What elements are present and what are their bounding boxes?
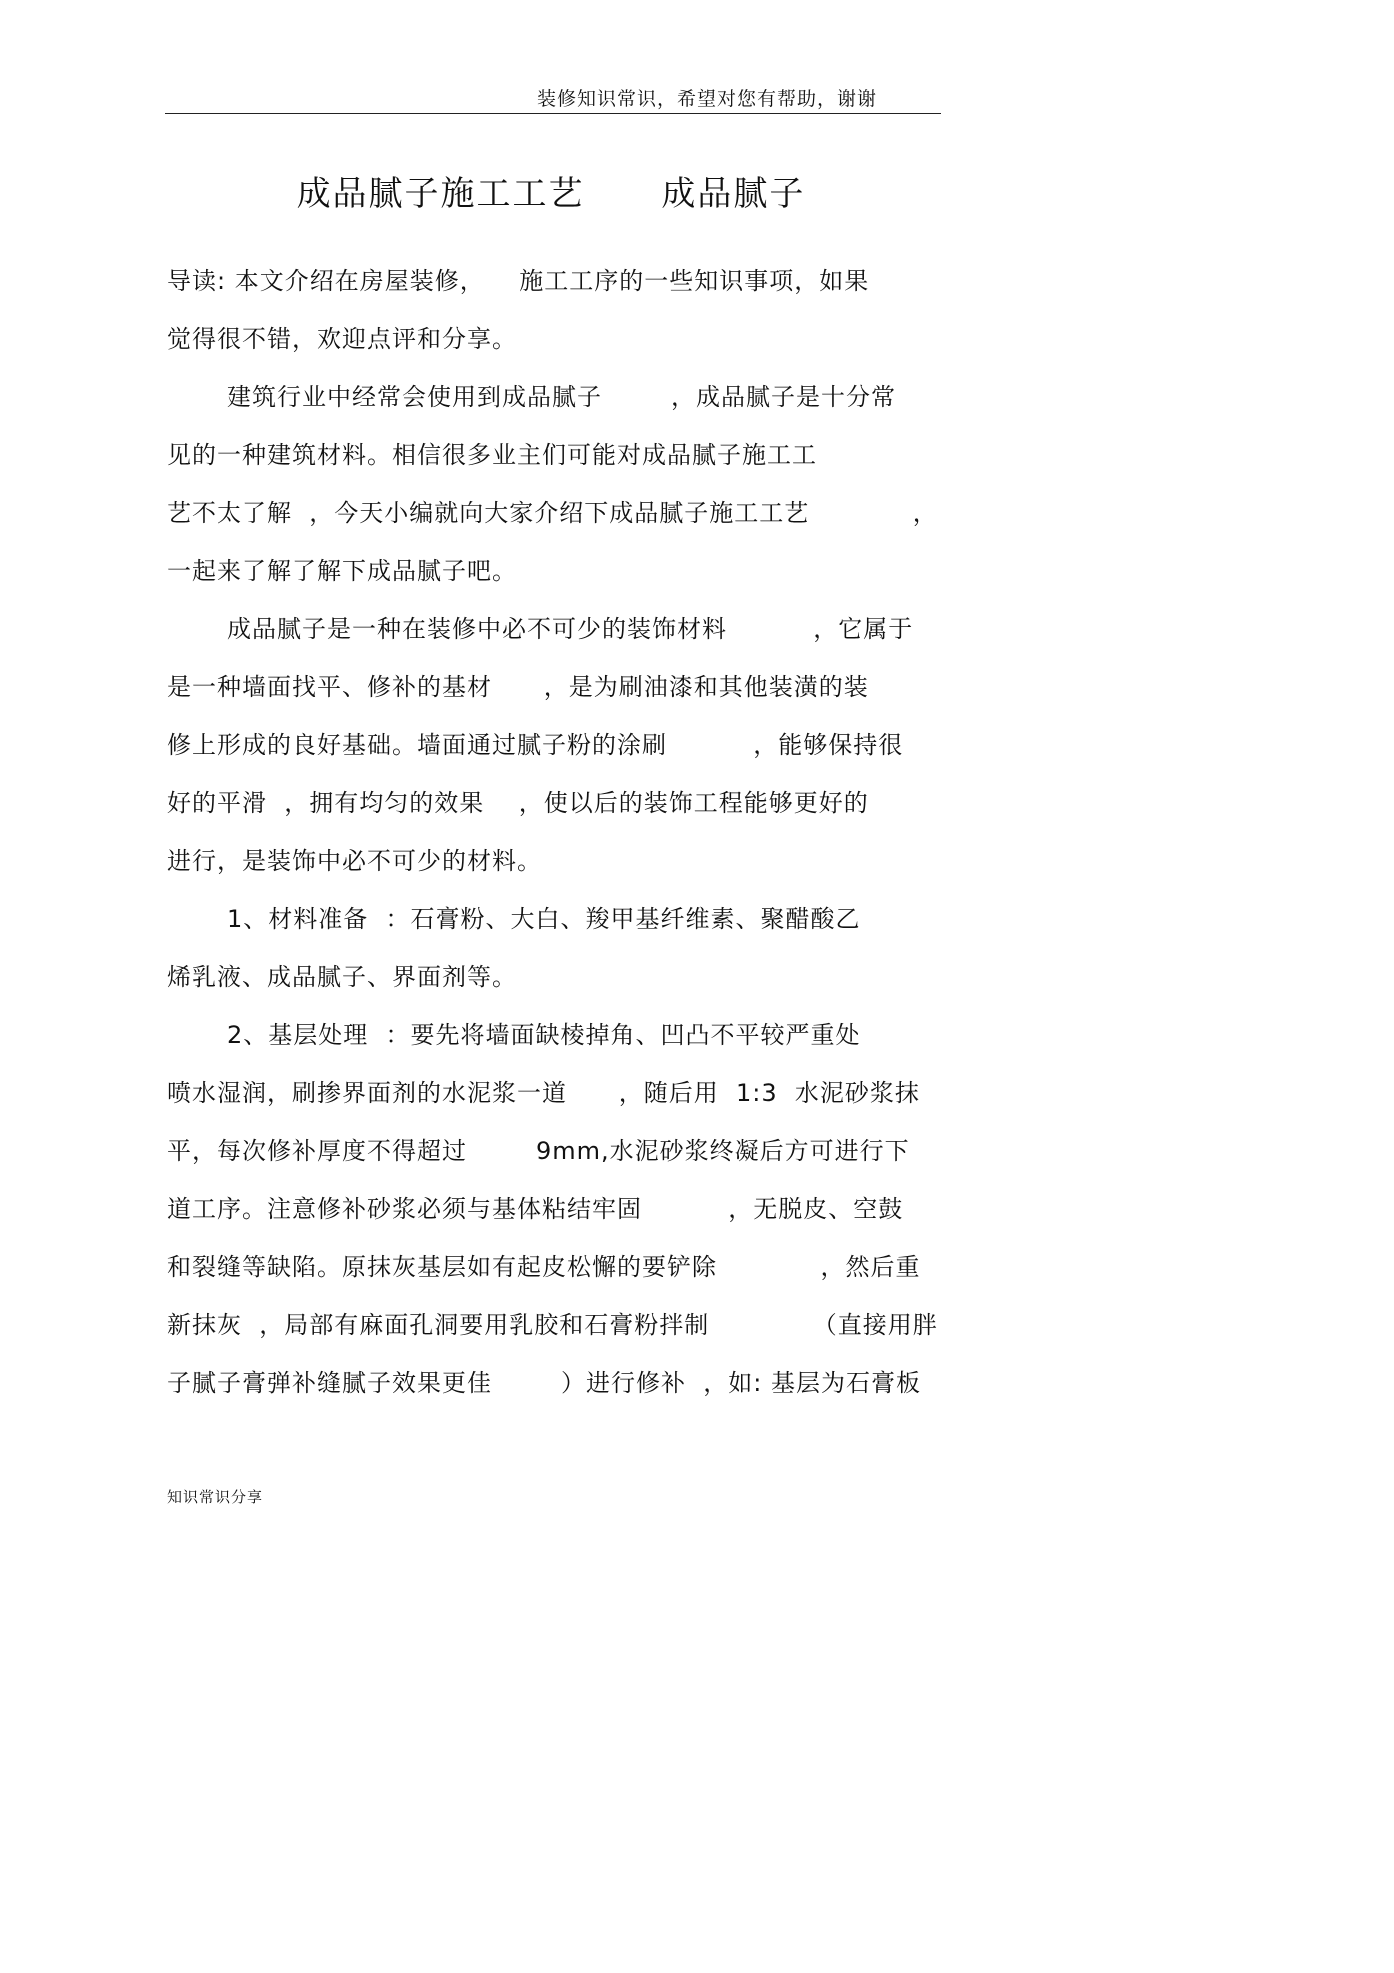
page-title: 成品腻子施工工艺 成品腻子 bbox=[296, 174, 806, 214]
body-text-line: 觉得很不错，欢迎点评和分享。 bbox=[167, 325, 517, 353]
body-text-line: 子腻子膏弹补缝腻子效果更佳 ）进行修补 ，如: 基层为石膏板 bbox=[167, 1369, 922, 1397]
body-text-line: 成品腻子是一种在装修中必不可少的装饰材料 ，它属于 bbox=[227, 615, 914, 643]
body-text-line: 平，每次修补厚度不得超过 9mm,水泥砂浆终凝后方可进行下 bbox=[167, 1137, 910, 1165]
body-text-line: 修上形成的良好基础。墙面通过腻子粉的涂刷 ，能够保持很 bbox=[167, 731, 904, 759]
body-text-line: 好的平滑 ，拥有均匀的效果 ，使以后的装饰工程能够更好的 bbox=[167, 789, 869, 817]
body-text-line: 喷水湿润，刷掺界面剂的水泥浆一道 ，随后用 1:3 水泥砂浆抹 bbox=[167, 1079, 920, 1107]
body-text-line: 新抹灰 ，局部有麻面孔洞要用乳胶和石膏粉拌制 （直接用胖 bbox=[167, 1311, 938, 1339]
body-text-line: 见的一种建筑材料。相信很多业主们可能对成品腻子施工工 bbox=[167, 441, 817, 469]
body-text-line: 是一种墙面找平、修补的基材 ，是为刷油漆和其他装潢的装 bbox=[167, 673, 869, 701]
header-note: 装修知识常识，希望对您有帮助，谢谢 bbox=[536, 88, 877, 110]
footer-note: 知识常识分享 bbox=[167, 1488, 264, 1506]
body-text-line: 和裂缝等缺陷。原抹灰基层如有起皮松懈的要铲除 ，然后重 bbox=[167, 1253, 921, 1281]
document-body bbox=[167, 257, 937, 1417]
body-text-line: 1、材料准备 ：石膏粉、大白、羧甲基纤维素、聚醋酸乙 bbox=[227, 905, 861, 933]
body-text-line: 进行，是装饰中必不可少的材料。 bbox=[167, 847, 542, 875]
body-text-line: 烯乳液、成品腻子、界面剂等。 bbox=[167, 963, 517, 991]
body-text-line: 一起来了解了解下成品腻子吧。 bbox=[167, 557, 517, 585]
body-text-line: 道工序。注意修补砂浆必须与基体粘结牢固 ，无脱皮、空鼓 bbox=[167, 1195, 904, 1223]
body-text-line: 导读: 本文介绍在房屋装修， 施工工序的一些知识事项，如果 bbox=[167, 267, 870, 295]
header-divider bbox=[165, 113, 941, 114]
body-text-line: 2、基层处理 ：要先将墙面缺棱掉角、凹凸不平较严重处 bbox=[227, 1021, 861, 1049]
body-text-line: 艺不太了解 ，今天小编就向大家介绍下成品腻子施工工艺 ， bbox=[167, 499, 938, 527]
body-text-line: 建筑行业中经常会使用到成品腻子 ，成品腻子是十分常 bbox=[227, 383, 897, 411]
